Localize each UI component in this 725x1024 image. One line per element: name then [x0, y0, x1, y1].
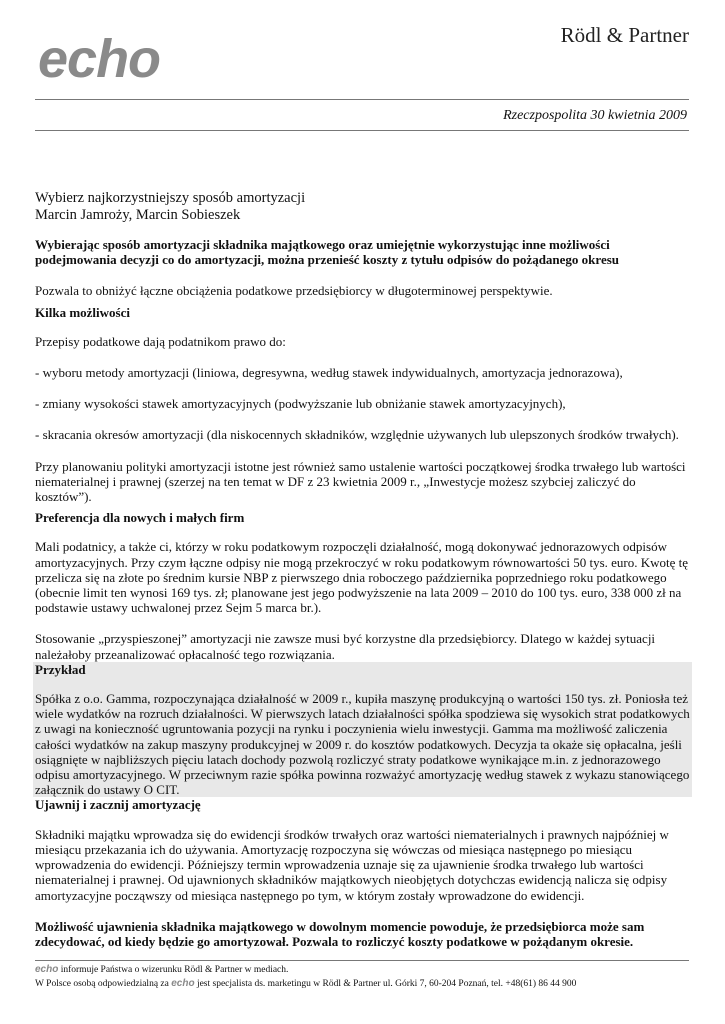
footer-divider	[35, 960, 689, 961]
heading-preferencja: Preferencja dla nowych i małych firm	[35, 510, 245, 526]
footer-echo-logo: echo	[35, 964, 59, 975]
header-divider-2	[35, 130, 689, 131]
footer-line-2-pre: W Polsce osobą odpowiedzialną za	[35, 979, 172, 989]
paragraph-3: Przy planowaniu polityki amortyzacji istotne jest również samo ustalenie wartości początkowej środka trwałego lub wartości niematerialnej i prawnej (szerzej na ten temat w DF z 23 kwietnia 2009 r., „Inwestycje możesz szybciej zaliczyć do kosztów”).	[35, 458, 686, 505]
footer	[35, 963, 576, 991]
list-item: - wyboru metody amortyzacji (liniowa, degresywna, według stawek indywidualnych, amortyzacja jednorazowa),	[35, 365, 623, 381]
echo-logo: echo	[38, 29, 161, 89]
paragraph-1: Pozwala to obniżyć łączne obciążenia podatkowe przedsiębiorcy w długoterminowej perspektywie.	[35, 283, 553, 299]
closing-paragraph: Możliwość ujawnienia składnika majątkowego w dowolnym momencie powoduje, że przedsiębiorca może sam zdecydować, od kiedy będzie go amortyzował. Pozwala to rozliczyć koszty podatkowe w pożądanym okresie.	[35, 918, 645, 949]
article-title: Wybierz najkorzystniejszy sposób amortyzacji	[35, 190, 306, 206]
heading-kilka-mozliwosci: Kilka możliwości	[35, 304, 130, 320]
paragraph-4: Mali podatnicy, a także ci, którzy w roku podatkowym rozpoczęli działalność, mogą dokonywać jednorazowych odpisów amortyzacyjnych. Przy czym łączne odpisy nie mogą przekroczyć w roku podatkowym równowartości 50 tys. euro. Kwotę tę przelicza się na złote po średnim kursie NBP z pierwszego dnia roboczego października poprzedniego roku podatkowego (obecnie limit ten wynosi 169 tys. zł; planowane jest jego podwyższenie na lata 2009 – 2010 do 100 tys. euro, 338 000 zł na podstawie ustawy uchwalonej przez Sejm 5 marca br.).	[35, 539, 689, 616]
source-line: Rzeczpospolita 30 kwietnia 2009	[503, 108, 687, 123]
paragraph-5: Stosowanie „przyspieszonej” amortyzacji nie zawsze musi być korzystne dla przedsiębiorcy. Dlatego w każdej sytuacji należałoby przeanalizować opłacalność tego rozwiązania.	[35, 631, 656, 662]
list-item: - skracania okresów amortyzacji (dla niskocennych składników, względnie używanych lub ulepszonych środków trwałych).	[35, 427, 679, 443]
footer-line-2	[35, 977, 576, 991]
example-title: Przykład	[35, 661, 86, 677]
paragraph-6: Składniki majątku wprowadza się do ewidencji środków trwałych oraz wartości niematerialnych i prawnych najpóźniej w miesiącu przekazania ich do używania. Amortyzację rozpoczyna się wówczas od miesiąca następnego po miesiącu wprowadzenia do ewidencji. Późniejszy termin wprowadzenia uznaje się za ujawnienie środka trwałego lub wartości niematerialnej i prawnej. Od ujawnionych składników majątkowych nieobjętych dotychczas ewidencją nalicza się odpisy amortyzacyjne począwszy od miesiąca następnego po tym, w którym zostały wprowadzone do ewidencji.	[35, 826, 669, 903]
list-item: - zmiany wysokości stawek amortyzacyjnych (podwyższanie lub obniżanie stawek amortyzacyjnych),	[35, 396, 566, 412]
footer-echo-logo: echo	[171, 978, 195, 989]
example-box	[33, 662, 692, 798]
header-divider	[35, 99, 689, 100]
article-body	[35, 190, 690, 949]
example-text: Spółka z o.o. Gamma, rozpoczynająca działalność w 2009 r., kupiła maszynę produkcyjną o wartości 150 tys. zł. Poniosła też wiele wydatków na rozruch działalności. W pierwszych latach działalności spółka spodziewa się wysokich strat podatkowych z uwagi na konieczność ugruntowania pozycji na rynku i poczynienia wielu inwestycji. Gamma ma możliwość zaliczenia całości wydatków na zakup maszyny produkcyjnej w 2009 r. do kosztów podatkowych. Decyzja ta okaże się opłacalna, jeśli osiągnięte w najbliższych pięciu latach dochody pozwolą rozliczyć straty podatkowe wynikające m.in. z jednorazowego odpisu amortyzacyjnego. W przeciwnym razie spółka powinna rozważyć amortyzację według stawek z wykazu stanowiącego załącznik do ustawy O CIT.	[35, 691, 690, 798]
footer-line-1	[35, 963, 576, 977]
heading-ujawnij: Ujawnij i zacznij amortyzację	[35, 797, 201, 813]
article-lead: Wybierając sposób amortyzacji składnika majątkowego oraz umiejętnie wykorzystując inne możliwości podejmowania decyzji co do amortyzacji, można przenieść koszty z tytułu odpisów do pożądanego okresu	[35, 237, 620, 268]
brand-name: Rödl & Partner	[560, 23, 689, 47]
footer-line-1-text: informuje Państwa o wizerunku Rödl & Partner w mediach.	[58, 965, 289, 975]
article-authors: Marcin Jamroży, Marcin Sobieszek	[35, 206, 241, 223]
paragraph-2: Przepisy podatkowe dają podatnikom prawo do:	[35, 333, 286, 349]
footer-line-2-post: jest specjalista ds. marketingu w Rödl & Partner ul. Górki 7, 60-204 Poznań, tel. +48(61) 86 44 900	[194, 979, 577, 989]
